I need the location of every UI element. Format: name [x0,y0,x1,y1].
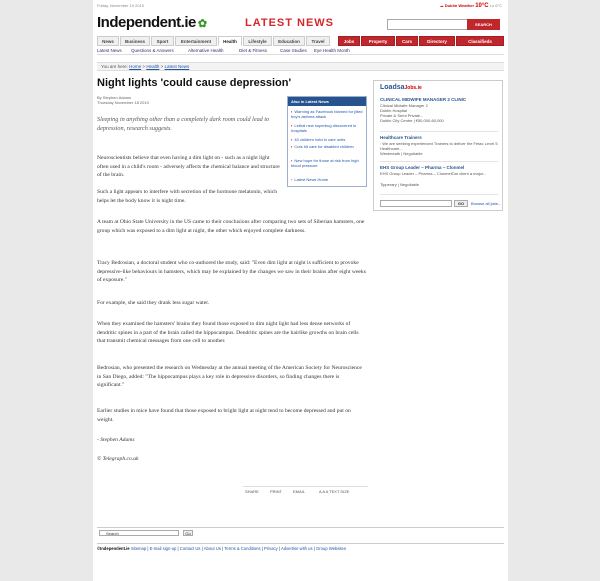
job-line: Westmeath | Negotiable [380,151,423,156]
footer-links: ©Independent.ie Sitemap | E-mail sign-up | Contact Us | About Us | Terms & Conditions | Privacy | Advertise with us | Group Websites [97,546,346,551]
article-signoff: - Stephen Adams [97,437,135,443]
sub-nav [97,46,504,55]
job-line: Clinical Midwife Manager 2 [380,103,428,108]
footer-search-input[interactable] [99,530,179,536]
weather-label: Dublin Weather [444,3,475,8]
job-line: Tipperary | Negotiable [380,182,420,187]
subnav-questions-answers[interactable]: Questions & Answers [131,48,174,53]
footer-link-contact[interactable]: Contact Us [179,546,201,551]
footer-brand[interactable]: ©Independent.ie [97,546,130,551]
article-title: Night lights 'could cause depression' [97,77,292,89]
nav-news[interactable]: News [97,36,119,46]
breadcrumb-health[interactable]: Health [146,64,160,69]
jobs-search-input[interactable] [380,200,452,207]
jobs-go-button[interactable]: GO [454,200,468,207]
divider [380,161,498,162]
nav-lifestyle[interactable]: Lifestyle [243,36,272,46]
related-title: Also in Latest News [288,97,366,106]
arrow-right-icon: › [291,177,293,182]
footer-go-button[interactable]: Go [183,530,193,536]
text-size-control[interactable]: A A A TEXT SIZE [319,489,350,494]
job-line: : We are seeking experienced Trainers to deliver the Fetac Level 5 Healthcare... [380,141,498,151]
footer-search [97,527,504,537]
article-tools [243,486,368,494]
search-button[interactable]: SEARCH [467,19,500,30]
subnav-eye-health-month[interactable]: Eye Health Month [314,48,350,53]
breadcrumb-sep: > [142,64,146,69]
article-paragraph: For example, she said they drank less sugar water. [97,300,210,306]
breadcrumb-latest-news[interactable]: Latest News [164,64,190,69]
breadcrumb [97,62,504,71]
weather-temp: 10°C [475,3,489,9]
nav-classifieds[interactable]: Classifieds [456,36,504,46]
related-item[interactable] [291,110,365,119]
nav-education[interactable]: Education [273,36,305,46]
footer-link-terms[interactable]: Terms & Conditions [224,546,261,551]
divider [380,194,498,195]
related-item-label: Warning as Facebook blamed for jilted boy's asthma attack [291,109,363,119]
nav-jobs[interactable]: Jobs [338,36,360,46]
weather-low: Lo 6°C [489,3,502,8]
shamrock-icon: ✿ [197,18,207,30]
latest-news-home-link[interactable] [291,178,365,183]
article-paragraph: Bedrosian, who presented the research on Wednesday at the annual meeting of the American Society for Neuroscience in San Diego, added: "The hippocampus plays a key role in depressive disorders, so finding changes there is significant." [97,365,362,389]
breadcrumb-sep: > [160,64,164,69]
related-item-label: Cuts hit care for disabled children [294,144,354,149]
footer-link-privacy[interactable]: Privacy [264,546,278,551]
section-title: LATEST NEWS [245,17,335,29]
print-button[interactable]: PRINT [270,489,282,494]
browse-all-jobs-link[interactable]: Browse all jobs... [471,201,502,206]
footer-link-group-websites[interactable]: Group Websites [316,546,346,551]
subnav-case-studies[interactable]: Case Studies [280,48,307,53]
job-line: EHS Group Leader – Pharma – ClonmelOur client a major... [380,171,487,176]
breadcrumb-home[interactable]: Home [129,64,142,69]
weather-widget[interactable] [440,3,502,9]
job-line: Dublin Hospital [380,108,407,113]
article-paragraph: Earlier studies in mice have found that those exposed to bright light at night tend to become depressed and put on weight. [97,408,351,423]
jobs-logo-a: Loadsa [380,84,405,91]
job-title[interactable]: CLINICAL MIDWIFE MANAGER 2 CLINIC [380,97,467,102]
bullet-icon: ▪ [291,144,293,149]
jobs-logo-b: Jobs.ie [404,85,422,91]
nav-sport[interactable]: Sport [151,36,174,46]
jobs-logo[interactable] [380,84,422,91]
article-date: Thursday November 18 2010 [97,100,149,105]
nav-health[interactable]: Health [218,36,242,46]
footer-link-sitemap[interactable]: Sitemap [130,546,147,551]
related-item-label: Lethal new superbug discovered in hospitals [291,123,357,133]
jobs-widget [373,80,503,211]
bullet-icon: ▪ [291,158,293,163]
related-item[interactable] [291,145,365,150]
nav-property[interactable]: Property [361,36,395,46]
bullet-icon: ▪ [291,109,293,114]
article-lede: Sleeping in anything other than a completely dark room could lead to depression, research suggests. [97,116,270,132]
nav-directory[interactable]: Directory [419,36,455,46]
breadcrumb-prefix: You are here: [101,64,128,69]
job-title[interactable]: EHS Group Leader – Pharma – Clonmel [380,165,465,170]
related-item[interactable] [291,138,365,143]
site-logo-text: Independent.ie [97,14,196,31]
article-paragraph: When they examined the hamsters' brains they found those exposed to dim night light had less dense networks of dendritic spines in a part of the brain called the hippocampus. Dendritic spines are the hairlike growths on brain cells that transmit chemical messages from one cell to another. [97,321,359,345]
related-item[interactable] [291,159,365,168]
related-item-label: 40 children held in care units [294,137,346,142]
related-item-label: New hope for those at risk from high blood pressure [291,158,359,168]
nav-entertainment[interactable]: Entertainment [175,36,217,46]
main-nav [97,36,504,46]
footer [97,543,504,552]
current-date: Friday, November 19 2010 [97,3,145,8]
footer-link-email-signup[interactable]: E-mail sign-up [149,546,177,551]
footer-link-advertise[interactable]: Advertise with us [280,546,313,551]
nav-business[interactable]: Business [120,36,150,46]
related-item[interactable] [291,124,365,133]
article-paragraph: Neuroscientists believe that even having a dim light on - such as a night light often used in a child's room - adversely affects the chemical balance and structure of the brain. [97,155,280,179]
subnav-alternative-health[interactable]: Alternative Health [188,48,224,53]
site-logo[interactable] [97,14,207,31]
footer-link-about[interactable]: About Us [203,546,221,551]
nav-cars[interactable]: Cars [396,36,418,46]
article-byline [97,95,149,105]
subnav-latest-news[interactable]: Latest News [97,48,122,53]
related-stories-box [287,96,367,187]
article-copyright: © Telegraph.co.uk [97,456,139,462]
bullet-icon: ▪ [291,137,293,142]
page [93,0,508,581]
article-paragraph: Tracy Bedrosian, a doctoral student who co-authored the study, said: "Even dim light at night is sufficient to provoke depressive-like behaviours in hamsters, which may be explained by the changes we saw in their brains after eight weeks of exposure." [97,260,366,284]
bullet-icon: ▪ [291,123,293,128]
top-bar [97,3,504,10]
subnav-diet-fitness[interactable]: Diet & Fitness [239,48,268,53]
job-line: Dublin City Centre | €50,000-60,000 [380,118,444,123]
share-button[interactable]: SHARE [245,489,259,494]
job-line: Private & Semi Private... [380,113,424,118]
job-title[interactable]: Healthcare Trainers [380,135,422,140]
article-paragraph: Such a light appears to interfere with secretion of the hormone melatonin, which helps let the body know it is night time. [97,189,278,204]
latest-news-home-label: Latest News Home [294,177,329,182]
article-author: By Stephen Adams [97,95,132,100]
email-button[interactable]: EMAIL [293,489,306,494]
nav-travel[interactable]: Travel [306,36,330,46]
article-paragraph: A team at Ohio State University in the US came to their conclusions after comparing two sets of Siberian hamsters, one group which was exposed to a dim light at night, the other which enjoyed complete darkness. [97,219,365,234]
divider [380,131,498,132]
weather-icon: ☁ [439,3,444,8]
footer-search-placeholder: Search [106,531,119,536]
